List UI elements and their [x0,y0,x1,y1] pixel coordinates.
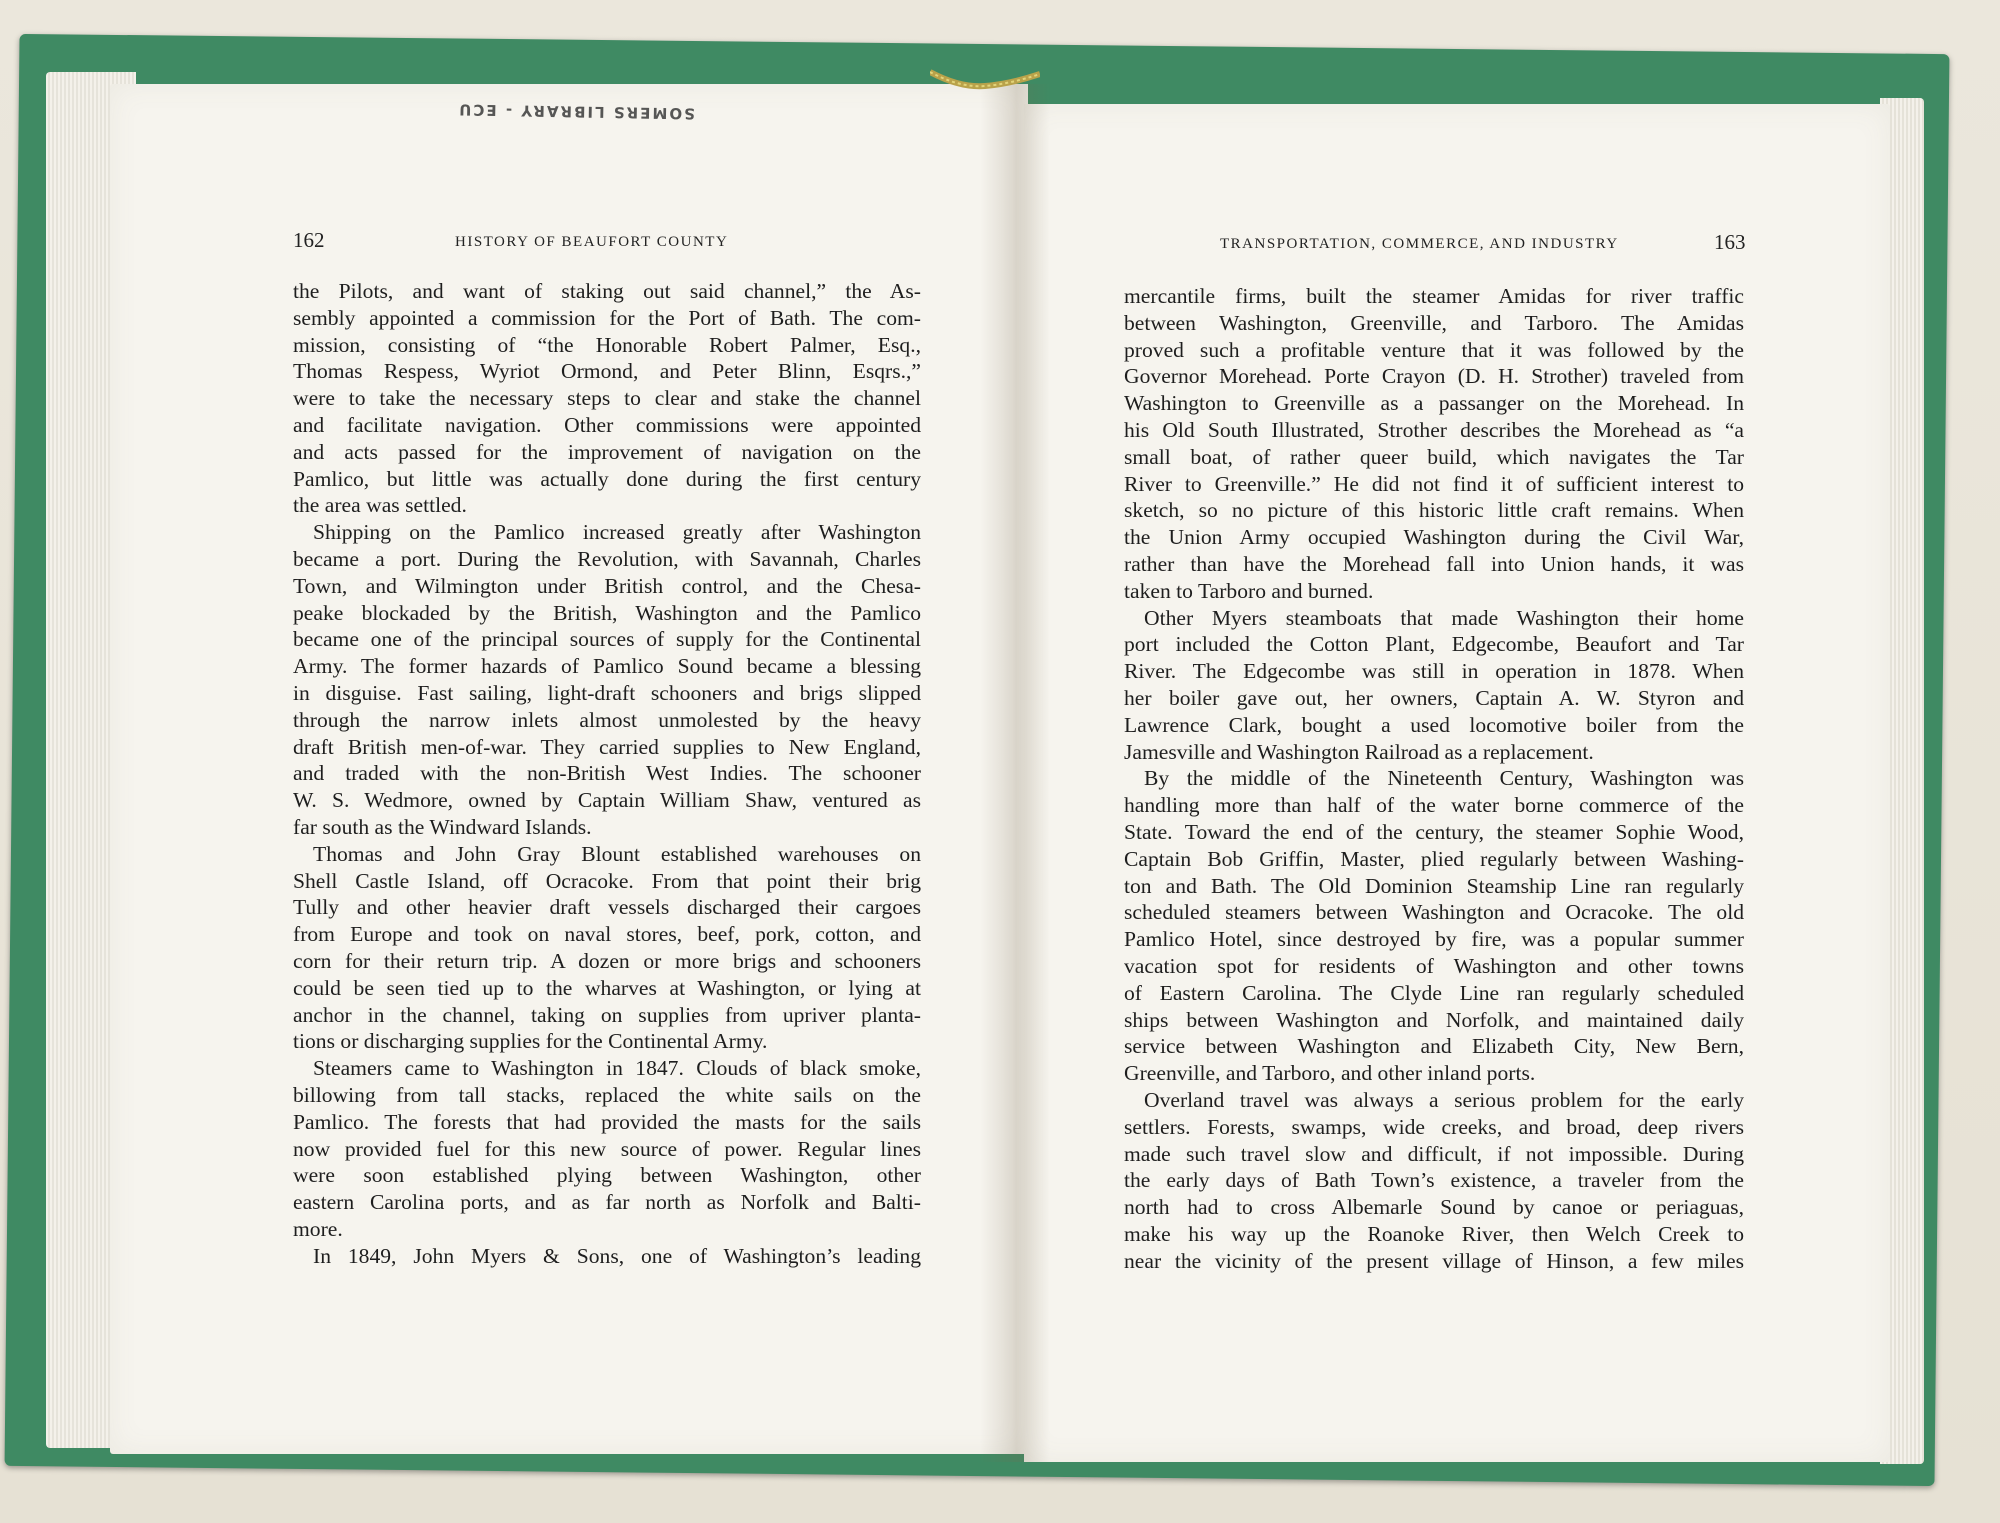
text-line: her boiler gave out, her owners, Captain A. W. Styron and [1124,685,1744,710]
text-line: anchor in the channel, taking on supplies from upriver planta- [293,1002,921,1027]
text-line: now provided fuel for this new source of power. Regular lines [293,1136,921,1161]
text-line: Pamlico, but little was actually done during the first century [293,466,921,491]
right-page-number: 163 [1714,230,1746,254]
text-line: mission, consisting of “the Honorable Robert Palmer, Esq., [293,332,921,357]
text-line: the Pilots, and want of staking out said channel,” the As- [293,279,921,303]
text-line: peake blockaded by the British, Washington and the Pamlico [293,600,921,625]
text-line: service between Washington and Elizabeth City, New Bern, [1124,1034,1744,1059]
text-line: between Washington, Greenville, and Tarboro. The Amidas [1124,310,1744,335]
text-line: of Eastern Carolina. The Clyde Line ran regularly scheduled [1124,980,1744,1005]
text-line: through the narrow inlets almost unmolested by the heavy [293,707,921,732]
text-line: small boat, of rather queer build, which navigates the Tar [1124,444,1744,469]
text-line: became one of the principal sources of supply for the Continental [293,627,921,652]
text-line: Other Myers steamboats that made Washington their home [1144,605,1744,630]
text-line: Overland travel was always a serious problem for the early [1144,1087,1744,1112]
library-stamp-text: SOMERS LIBRARY - ECU [457,100,696,123]
text-line: proved such a profitable venture that it was followed by the [1124,337,1744,362]
text-line: ton and Bath. The Old Dominion Steamship Line ran regularly [1124,873,1744,898]
text-line: settlers. Forests, swamps, wide creeks, and broad, deep rivers [1124,1114,1744,1139]
text-line: draft British men-of-war. They carried supplies to New England, [293,734,921,759]
text-line: Lawrence Clark, bought a used locomotive boiler from the [1124,712,1744,737]
text-line: taken to Tarboro and burned. [1124,578,1374,603]
text-line: his Old South Illustrated, Strother describes the Morehead as “a [1124,417,1744,442]
text-line: near the vicinity of the present village of Hinson, a few miles [1124,1248,1744,1273]
left-page-number: 162 [293,228,325,252]
text-line: made such travel slow and difficult, if not impossible. During [1124,1141,1744,1166]
text-line: from Europe and took on naval stores, beef, pork, cotton, and [293,922,921,947]
text-line: mercantile firms, built the steamer Amidas for river traffic [1124,284,1744,308]
text-line: Shipping on the Pamlico increased greatly after Washington [313,520,921,545]
text-line: were soon established plying between Washington, other [293,1163,921,1188]
text-line: River to Greenville.” He did not find it of sufficient interest to [1124,471,1744,496]
text-line: Tully and other heavier draft vessels discharged their cargoes [293,895,921,920]
text-line: By the middle of the Nineteenth Century, Washington was [1144,766,1744,791]
text-line: the area was settled. [293,493,467,518]
text-line: corn for their return trip. A dozen or more brigs and schooners [293,948,921,973]
text-line: eastern Carolina ports, and as far north as Norfolk and Balti- [293,1190,921,1215]
text-line: and acts passed for the improvement of navigation on the [293,439,921,464]
text-line: the early days of Bath Town’s existence, a traveler from the [1124,1168,1744,1193]
headband-thread [930,68,1040,108]
text-line: sembly appointed a commission for the Port of Bath. The com- [293,305,921,330]
text-line: billowing from tall stacks, replaced the white sails on the [293,1082,921,1107]
text-line: became a port. During the Revolution, with Savannah, Charles [293,546,921,571]
text-line: Army. The former hazards of Pamlico Sound became a blessing [293,654,921,679]
text-line: could be seen tied up to the wharves at Washington, or lying at [293,975,921,1000]
text-line: Jamesville and Washington Railroad as a replacement. [1124,739,1594,764]
text-line: Thomas and John Gray Blount established warehouses on [313,841,921,866]
text-line: W. S. Wedmore, owned by Captain William Shaw, ventured as [293,788,921,813]
text-line: port included the Cotton Plant, Edgecombe, Beaufort and Tar [1124,632,1744,657]
text-line: and facilitate navigation. Other commissions were appointed [293,412,921,437]
right-running-head: TRANSPORTATION, COMMERCE, AND INDUSTRY [1220,236,1619,252]
text-line: rather than have the Morehead fall into Union hands, it was [1124,551,1744,576]
text-line: Pamlico. The forests that had provided the masts for the sails [293,1109,921,1134]
text-line: State. Toward the end of the century, the steamer Sophie Wood, [1124,819,1744,844]
text-line: Thomas Respess, Wyriot Ormond, and Peter Blinn, Esqrs.,” [293,359,921,384]
text-line: make his way up the Roanoke River, then Welch Creek to [1124,1221,1744,1246]
text-line: River. The Edgecombe was still in operation in 1878. When [1124,659,1744,684]
right-page-body [1124,283,1744,1274]
text-line: Town, and Wilmington under British control, and the Chesa- [293,573,921,598]
text-line: and traded with the non-British West Indies. The schooner [293,761,921,786]
text-line: north had to cross Albemarle Sound by canoe or periaguas, [1124,1195,1744,1220]
text-line: handling more than half of the water borne commerce of the [1124,793,1744,818]
text-line: scheduled steamers between Washington and Ocracoke. The old [1124,900,1744,925]
text-line: Steamers came to Washington in 1847. Clouds of black smoke, [313,1056,921,1081]
text-line: were to take the necessary steps to clear and stake the channel [293,386,921,411]
text-line: ships between Washington and Norfolk, and maintained daily [1124,1007,1744,1032]
text-line: Greenville, and Tarboro, and other inland ports. [1124,1061,1536,1086]
text-line: Governor Morehead. Porte Crayon (D. H. Strother) traveled from [1124,364,1744,389]
text-line: Captain Bob Griffin, Master, plied regularly between Washing- [1124,846,1744,871]
left-page-body [293,278,921,1269]
text-line: sketch, so no picture of this historic little craft remains. When [1124,498,1744,523]
text-line: in disguise. Fast sailing, light-draft schooners and brigs slipped [293,680,921,705]
text-line: Pamlico Hotel, since destroyed by fire, was a popular summer [1124,927,1744,952]
text-line: In 1849, John Myers & Sons, one of Washington’s leading [313,1243,921,1268]
text-line: far south as the Windward Islands. [293,814,592,839]
text-line: vacation spot for residents of Washington and other towns [1124,953,1744,978]
book-gutter [980,84,1050,1462]
left-running-head: HISTORY OF BEAUFORT COUNTY [455,234,729,250]
text-line: more. [293,1216,343,1241]
text-line: Shell Castle Island, off Ocracoke. From that point their brig [293,868,921,893]
text-line: tions or discharging supplies for the Continental Army. [293,1029,768,1054]
text-line: the Union Army occupied Washington during the Civil War, [1124,525,1744,550]
text-line: Washington to Greenville as a passanger on the Morehead. In [1124,391,1744,416]
